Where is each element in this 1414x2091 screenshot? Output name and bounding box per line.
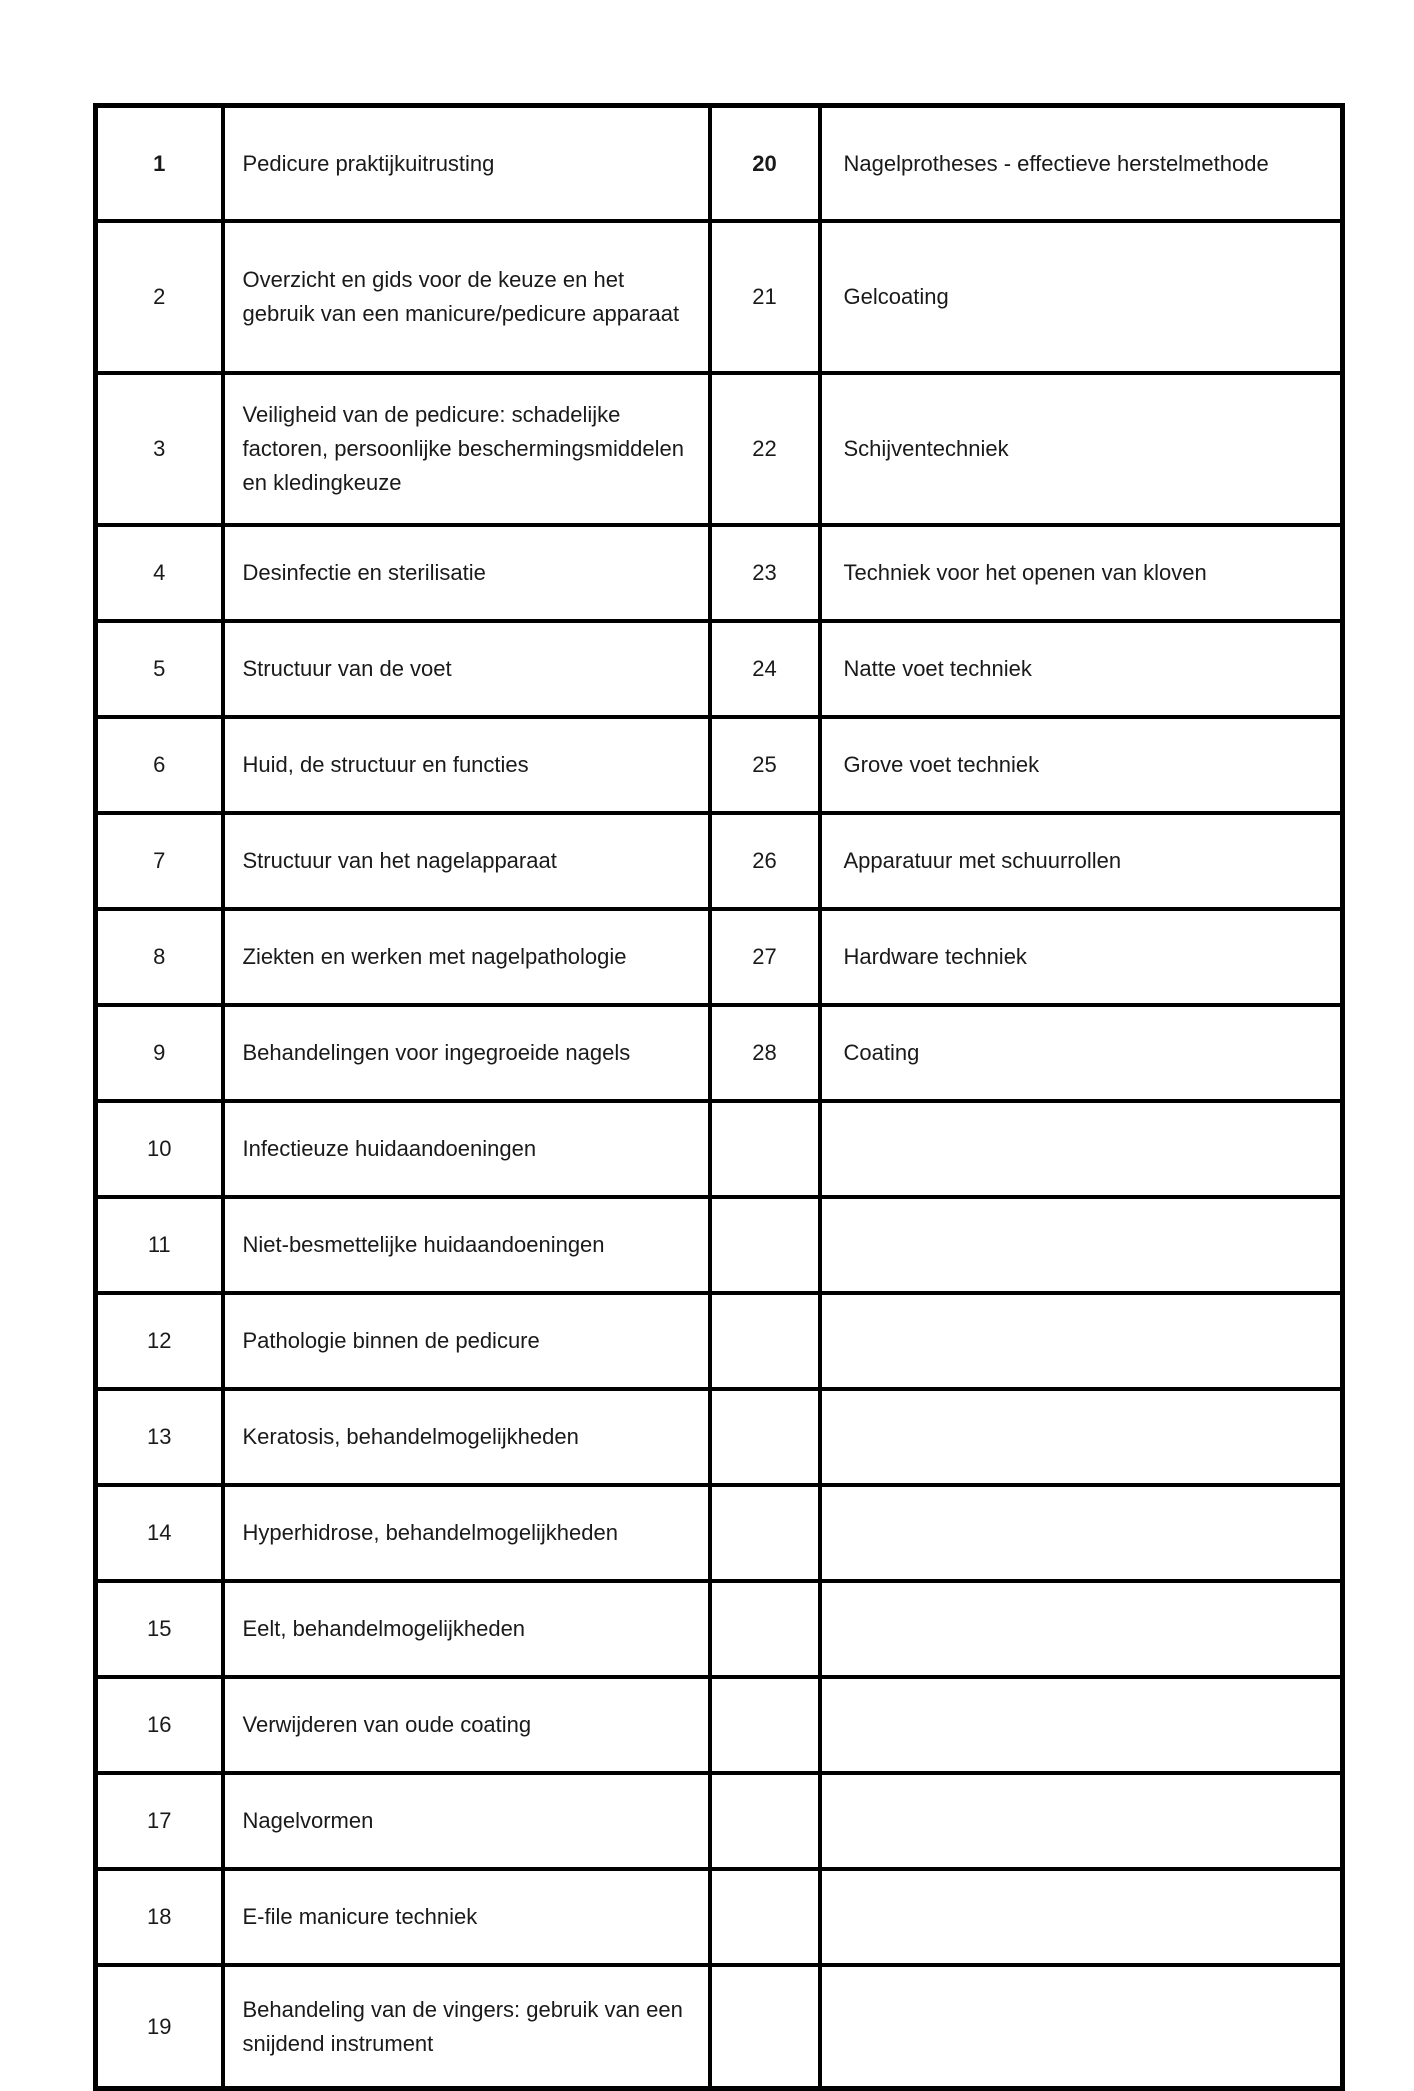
chapter-title-cell-right: Coating (820, 1005, 1343, 1101)
chapter-number-cell-right (710, 1869, 820, 1965)
chapter-number-cell-right (710, 1485, 820, 1581)
table-row (96, 1773, 1343, 1869)
chapter-title-cell-left: Keratosis, behandelmogelijkheden (223, 1389, 710, 1485)
chapter-number-cell-right (710, 1581, 820, 1677)
chapter-title-cell-right (820, 1581, 1343, 1677)
chapter-title-cell-right (820, 1101, 1343, 1197)
table-row (96, 813, 1343, 909)
chapter-number-cell-left: 7 (96, 813, 223, 909)
chapter-number-cell-right (710, 1677, 820, 1773)
chapter-title-cell-left: Hyperhidrose, behandelmogelijkheden (223, 1485, 710, 1581)
chapter-title-cell-right (820, 1485, 1343, 1581)
chapter-title-cell-left: Veiligheid van de pedicure: schadelijke factoren, persoonlijke beschermingsmiddelen en kledingkeuze (223, 373, 710, 525)
chapter-number-cell-left: 16 (96, 1677, 223, 1773)
table-row (96, 1677, 1343, 1773)
table-row (96, 106, 1343, 222)
chapter-number-cell-right: 23 (710, 525, 820, 621)
chapter-title-cell-left: Niet-besmettelijke huidaandoeningen (223, 1197, 710, 1293)
chapter-title-cell-left: Infectieuze huidaandoeningen (223, 1101, 710, 1197)
chapter-number-cell-left: 8 (96, 909, 223, 1005)
chapter-title-cell-left: Eelt, behandelmogelijkheden (223, 1581, 710, 1677)
chapter-number-cell-left: 11 (96, 1197, 223, 1293)
chapters-table (93, 103, 1345, 2091)
chapter-title-cell-right (820, 1869, 1343, 1965)
chapter-number-cell-right (710, 1773, 820, 1869)
chapter-title-cell-right: Gelcoating (820, 221, 1343, 373)
chapter-number-cell-left: 17 (96, 1773, 223, 1869)
chapter-title-cell-right (820, 1293, 1343, 1389)
table-row (96, 1101, 1343, 1197)
table-row (96, 909, 1343, 1005)
chapter-title-cell-left: Structuur van het nagelapparaat (223, 813, 710, 909)
chapter-title-cell-left: Huid, de structuur en functies (223, 717, 710, 813)
chapter-number-cell-right: 27 (710, 909, 820, 1005)
chapter-number-cell-right: 21 (710, 221, 820, 373)
chapter-number-cell-left: 6 (96, 717, 223, 813)
table-row (96, 1005, 1343, 1101)
table-row (96, 621, 1343, 717)
chapter-title-cell-right: Schijventechniek (820, 373, 1343, 525)
table-row (96, 717, 1343, 813)
chapter-number-cell-left: 5 (96, 621, 223, 717)
chapter-number-cell-right: 20 (710, 106, 820, 222)
chapter-title-cell-left: Behandeling van de vingers: gebruik van een snijdend instrument (223, 1965, 710, 2089)
chapter-number-cell-right: 24 (710, 621, 820, 717)
table-row (96, 1389, 1343, 1485)
table-row (96, 221, 1343, 373)
chapter-title-cell-left: Behandelingen voor ingegroeide nagels (223, 1005, 710, 1101)
table-row (96, 1197, 1343, 1293)
chapter-number-cell-left: 13 (96, 1389, 223, 1485)
table-row (96, 1869, 1343, 1965)
table-row (96, 525, 1343, 621)
chapter-title-cell-left: Ziekten en werken met nagelpathologie (223, 909, 710, 1005)
chapter-number-cell-right (710, 1389, 820, 1485)
chapter-number-cell-left: 10 (96, 1101, 223, 1197)
chapter-number-cell-right: 22 (710, 373, 820, 525)
chapter-number-cell-right: 28 (710, 1005, 820, 1101)
table-row (96, 1581, 1343, 1677)
chapter-title-cell-left: Nagelvormen (223, 1773, 710, 1869)
chapter-title-cell-right (820, 1965, 1343, 2089)
chapter-title-cell-left: Structuur van de voet (223, 621, 710, 717)
table-row (96, 373, 1343, 525)
chapter-number-cell-left: 9 (96, 1005, 223, 1101)
chapter-number-cell-left: 3 (96, 373, 223, 525)
chapter-title-cell-right (820, 1677, 1343, 1773)
chapter-title-cell-right (820, 1197, 1343, 1293)
chapter-title-cell-right: Natte voet techniek (820, 621, 1343, 717)
chapter-title-cell-right: Techniek voor het openen van kloven (820, 525, 1343, 621)
chapter-title-cell-left: Pathologie binnen de pedicure (223, 1293, 710, 1389)
table-row (96, 1965, 1343, 2089)
chapter-title-cell-left: Verwijderen van oude coating (223, 1677, 710, 1773)
chapter-title-cell-right: Grove voet techniek (820, 717, 1343, 813)
chapter-number-cell-left: 14 (96, 1485, 223, 1581)
chapter-title-cell-left: E-file manicure techniek (223, 1869, 710, 1965)
chapter-number-cell-left: 18 (96, 1869, 223, 1965)
chapter-title-cell-right: Hardware techniek (820, 909, 1343, 1005)
chapter-number-cell-right (710, 1965, 820, 2089)
table-row (96, 1293, 1343, 1389)
chapter-title-cell-left: Overzicht en gids voor de keuze en het gebruik van een manicure/pedicure apparaat (223, 221, 710, 373)
chapter-number-cell-left: 12 (96, 1293, 223, 1389)
chapter-number-cell-right: 25 (710, 717, 820, 813)
table-row (96, 1485, 1343, 1581)
chapter-title-cell-right (820, 1773, 1343, 1869)
chapter-title-cell-left: Desinfectie en sterilisatie (223, 525, 710, 621)
chapter-title-cell-right: Nagelprotheses - effectieve herstelmethode (820, 106, 1343, 222)
chapter-number-cell-right (710, 1101, 820, 1197)
chapter-number-cell-left: 2 (96, 221, 223, 373)
chapter-number-cell-left: 15 (96, 1581, 223, 1677)
chapter-number-cell-left: 4 (96, 525, 223, 621)
chapter-title-cell-right (820, 1389, 1343, 1485)
chapter-number-cell-right (710, 1293, 820, 1389)
chapter-number-cell-left: 19 (96, 1965, 223, 2089)
chapter-number-cell-right (710, 1197, 820, 1293)
chapter-number-cell-left: 1 (96, 106, 223, 222)
chapter-title-cell-left: Pedicure praktijkuitrusting (223, 106, 710, 222)
chapter-number-cell-right: 26 (710, 813, 820, 909)
chapter-title-cell-right: Apparatuur met schuurrollen (820, 813, 1343, 909)
